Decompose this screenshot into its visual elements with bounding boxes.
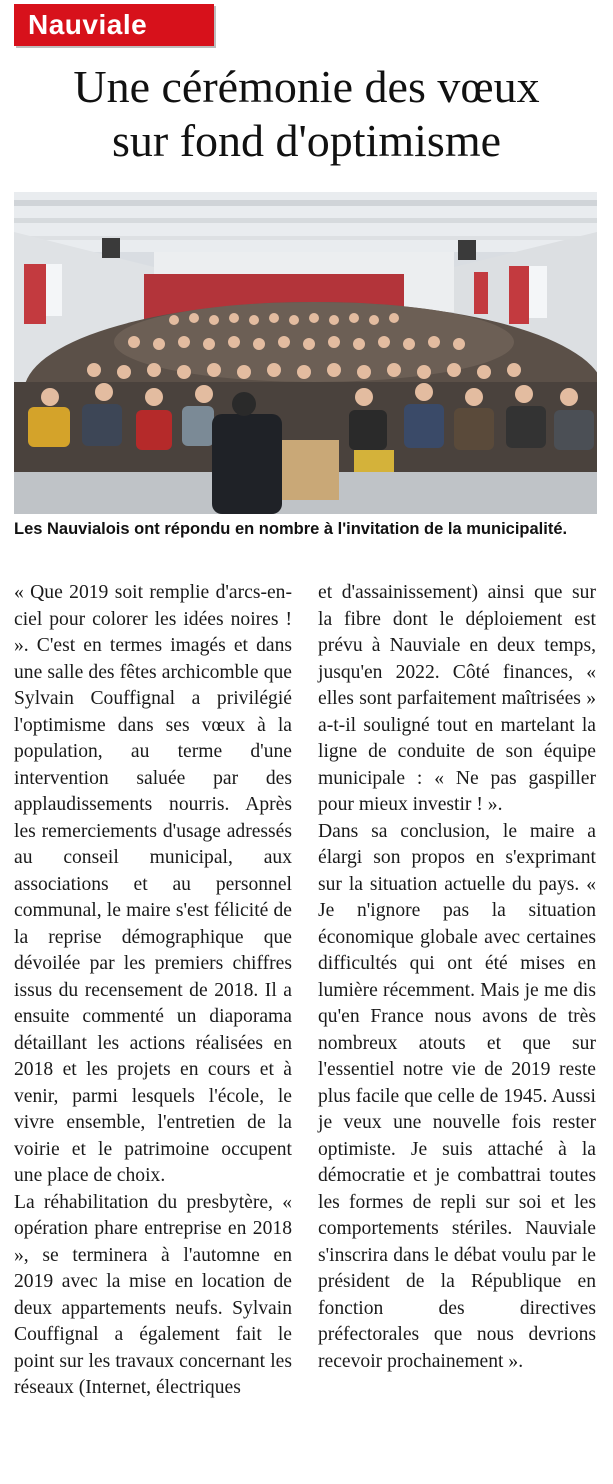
headline — [0, 60, 613, 168]
paragraph: Dans sa conclusion, le maire a élargi son propos en s'exprimant sur la situation actuelle du pays. « Je n'ignore pas la situation économique globale avec certaines difficultés qui ont été mises en lumière récemment. Mais je me dis qu'en France nous avons de très nombreux atouts et que sur l'essentiel notre vie de 2019 reste plus facile que celle de 1945. Aussi je veux une nouvelle fois rester optimiste. Je suis attaché à la démocratie et je combattrai toutes les formes de repli sur soi et les comportements stériles. Nauviale s'inscrira dans le débat voulu par le président de la République en fonction des directives préfectorales que nous devrions recevoir prochainement ». — [318, 820, 596, 1372]
headline-line-1: Une cérémonie des vœux — [73, 61, 540, 112]
photo-caption: Les Nauvialois ont répondu en nombre à l'invitation de la municipalité. — [14, 520, 568, 538]
section-label: Nauviale — [14, 4, 214, 46]
paragraph: « Que 2019 soit remplie d'arcs-en-ciel pour colorer les idées noires ! ». C'est en termes imagés et dans une salle des fêtes archicomble que Sylvain Couffignal a privilégié l'optimisme dans ses vœux à la population, au terme d'une intervention saluée par des applaudissements nourris. Après les remerciements d'usage adressés au conseil municipal, aux associations et au personnel communal, le maire s'est félicité de la reprise démographique que dévoilée par les premiers chiffres issus du recensement de 2018. Il a ensuite commenté un diaporama détaillant les actions réalisées en 2018 et les projets en cours et à venir, parmi lesquels l'école, le vivre ensemble, l'entretien de la voirie et le patrimoine occupent une place de choix. — [14, 582, 292, 1186]
article-column-left — [14, 580, 292, 1402]
headline-line-2: sur fond d'optimisme — [111, 115, 502, 166]
paragraph: La réhabilitation du presbytère, « opération phare entreprise en 2018 », se terminera à l'automne en 2019 avec la mise en location de deux appartements neufs. Sylvain Couffignal a également fait le point sur les travaux concernant les réseaux (Internet, électriques — [14, 1191, 292, 1398]
article-photo — [14, 192, 597, 514]
article-column-right — [318, 580, 596, 1375]
paragraph: et d'assainissement) ainsi que sur la fibre dont le déploiement est prévu à Nauviale en deux temps, jusqu'en 2022. Côté finances, « elles sont parfaitement maîtrisées » a-t-il souligné tout en martelant la ligne de conduite de son équipe municipale : « Ne pas gaspiller pour mieux investir ! ». — [318, 582, 596, 815]
